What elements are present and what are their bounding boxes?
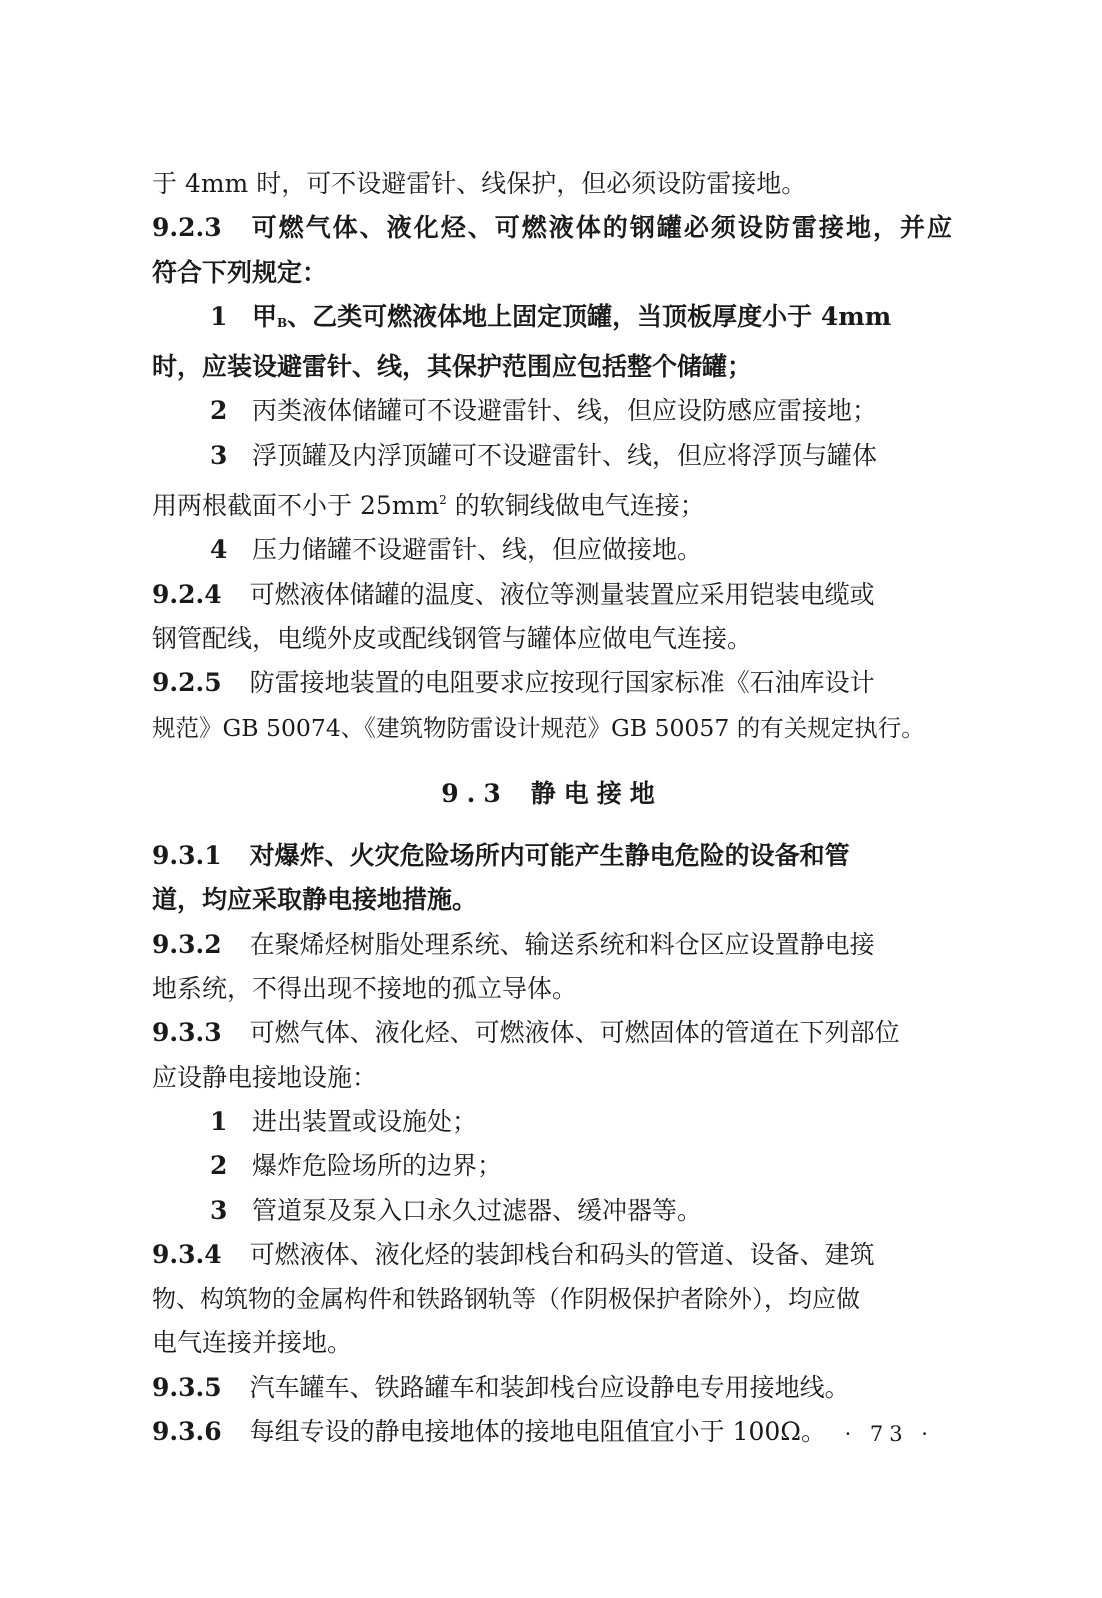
item-1-line2: 时，应装设避雷针、线，其保护范围应包括整个储罐；: [152, 352, 753, 382]
clause-9-3-6: 9.3.6 每组专设的静电接地体的接地电阻值宜小于 100Ω。: [152, 1417, 826, 1447]
clause-number: 9.3.4: [152, 1239, 222, 1269]
clause-9-2-4-line2: 钢管配线，电缆外皮或配线钢管与罐体应做电气连接。: [152, 623, 753, 653]
clause-9-2-5-line2: 规范》GB 50074、《建筑物防雷设计规范》GB 50057 的有关规定执行。: [152, 713, 925, 742]
clause-9-2-4: 9.2.4 可燃液体储罐的温度、液位等测量装置应采用铠装电缆或: [152, 579, 875, 609]
clause-number: 9.2.4: [152, 579, 222, 609]
clause-number: 9.2.5: [152, 668, 222, 698]
clause-9-3-4-line2: 物、构筑物的金属构件和铁路钢轨等（作阴极保护者除外），均应做: [152, 1285, 860, 1314]
clause-9-2-3: 9.2.3 可燃气体、液化烃、可燃液体的钢罐必须设防雷接地，并应: [152, 213, 952, 243]
clause-9-2-5: 9.2.5 防雷接地装置的电阻要求应按现行国家标准《石油库设计: [152, 668, 875, 698]
clause-number: 9.3.3: [152, 1018, 222, 1048]
clause-9-3-2-line2: 地系统，不得出现不接地的孤立导体。: [152, 974, 578, 1004]
item-1: 1 甲$_B$、乙类可燃液体地上固定顶罐，当顶板厚度小于 4mm: [210, 301, 892, 331]
clause-9-3-3-line2: 应设静电接地设施：: [152, 1062, 378, 1092]
clause-number: 9.3.5: [152, 1372, 222, 1402]
clause-number: 9.3.2: [152, 929, 222, 959]
sub-item-2: 2 爆炸危险场所的边界；: [210, 1151, 503, 1181]
clause-number: 9.3.1: [152, 841, 222, 871]
clause-number: 9.3.6: [152, 1417, 222, 1447]
clause-9-3-1: 9.3.1 对爆炸、火灾危险场所内可能产生静电危险的设备和管: [152, 841, 850, 871]
clause-9-3-3: 9.3.3 可燃气体、液化烃、可燃液体、可燃固体的管道在下列部位: [152, 1018, 900, 1048]
item-4: 4 压力储罐不设避雷针、线，但应做接地。: [210, 535, 703, 565]
clause-9-2-3-line2: 符合下列规定：: [152, 257, 328, 287]
clause-9-3-4-line3: 电气连接并接地。: [152, 1328, 353, 1358]
page-body: [152, 162, 952, 1454]
continuation-line: 于 4mm 时，可不设避雷针、线保护，但必须设防雷接地。: [152, 169, 807, 198]
clause-9-3-1-line2: 道，均应采取静电接地措施。: [152, 885, 478, 915]
item-3-line2: 用两根截面不小于 $25mm^2$ 的软铜线做电气连接；: [152, 491, 705, 521]
clause-9-3-2: 9.3.2 在聚烯烃树脂处理系统、输送系统和料仓区应设置静电接: [152, 929, 875, 959]
clause-9-3-5: 9.3.5 汽车罐车、铁路罐车和装卸栈台应设静电专用接地线。: [152, 1372, 850, 1402]
item-2: 2 丙类液体储罐可不设避雷针、线，但应设防感应雷接地；: [210, 396, 878, 426]
item-3: 3 浮顶罐及内浮顶罐可不设避雷针、线，但应将浮顶与罐体: [210, 440, 878, 470]
section-heading: 9.3 静电接地: [441, 778, 663, 808]
clause-9-3-4: 9.3.4 可燃液体、液化烃的装卸栈台和码头的管道、设备、建筑: [152, 1239, 875, 1269]
sub-item-1: 1 进出装置或设施处；: [210, 1106, 478, 1136]
sub-item-3: 3 管道泵及泵入口永久过滤器、缓冲器等。: [210, 1195, 703, 1225]
page-number: · 73 ·: [844, 1422, 934, 1446]
clause-number: 9.2.3: [152, 213, 222, 243]
